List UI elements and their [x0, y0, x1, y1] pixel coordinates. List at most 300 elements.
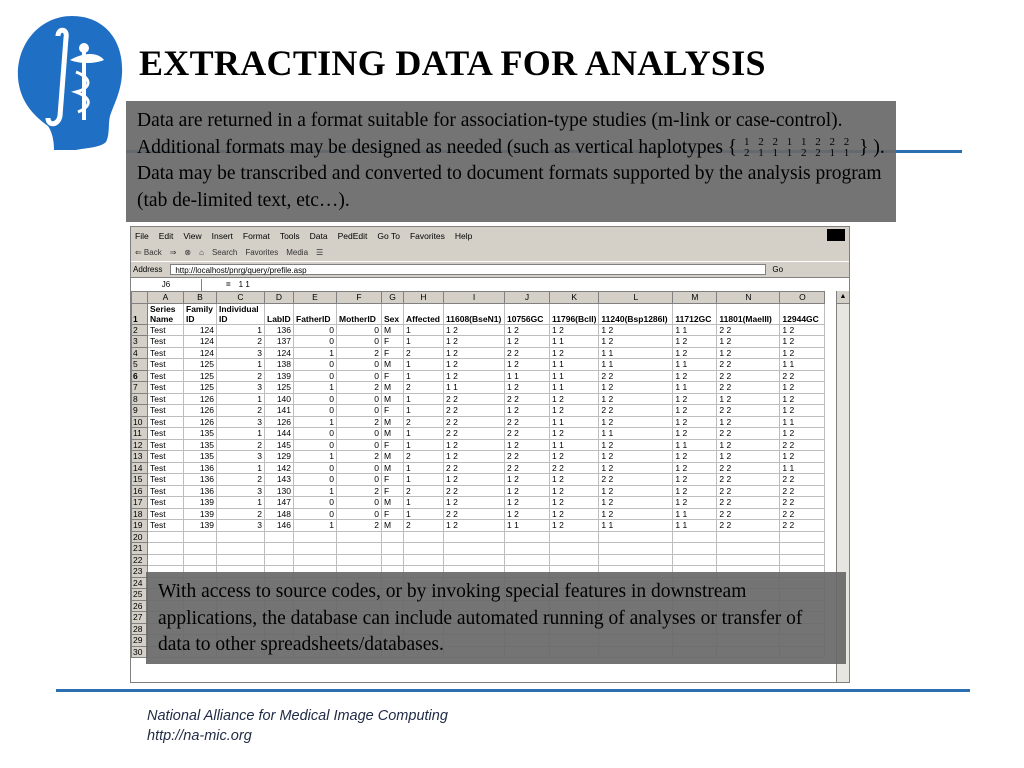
cell[interactable]: 1 2	[599, 508, 673, 520]
cell[interactable]: Test	[148, 462, 184, 474]
cell[interactable]: 1 2	[599, 485, 673, 497]
cell[interactable]	[444, 531, 505, 543]
column-header[interactable]: J	[505, 292, 550, 304]
cell[interactable]: 1 1	[599, 428, 673, 440]
cell[interactable]: 1 2	[550, 508, 599, 520]
row-header[interactable]: 24	[132, 577, 148, 589]
cell[interactable]: M	[382, 428, 404, 440]
cell[interactable]: 2 2	[717, 508, 780, 520]
row-header[interactable]: 2	[132, 324, 148, 336]
cell[interactable]: 1 2	[599, 451, 673, 463]
cell[interactable]: 1 2	[673, 485, 717, 497]
cell[interactable]	[673, 531, 717, 543]
column-header[interactable]: C	[217, 292, 265, 304]
cell[interactable]: 2	[217, 370, 265, 382]
cell[interactable]: 125	[184, 370, 217, 382]
cell[interactable]: Affected	[404, 303, 444, 324]
cell[interactable]: M	[382, 462, 404, 474]
column-header[interactable]: O	[780, 292, 825, 304]
cell[interactable]: 3	[217, 347, 265, 359]
cell[interactable]	[217, 543, 265, 555]
cell[interactable]: 1 1	[550, 439, 599, 451]
cell[interactable]: 135	[184, 451, 217, 463]
cell[interactable]: 139	[184, 497, 217, 509]
cell[interactable]: 1 2	[780, 324, 825, 336]
cell[interactable]	[550, 543, 599, 555]
cell[interactable]: 1 1	[599, 359, 673, 371]
cell[interactable]: 1 2	[550, 497, 599, 509]
row-header[interactable]: 18	[132, 508, 148, 520]
cell[interactable]	[404, 531, 444, 543]
address-input[interactable]: http://localhost/pnrg/query/prefile.asp	[170, 264, 766, 275]
cell[interactable]	[780, 531, 825, 543]
cell[interactable]	[673, 554, 717, 566]
cell[interactable]: Test	[148, 428, 184, 440]
cell[interactable]: 1	[217, 428, 265, 440]
cell[interactable]: 1 2	[505, 474, 550, 486]
cell[interactable]: 1 2	[673, 347, 717, 359]
column-header[interactable]: A	[148, 292, 184, 304]
cell[interactable]: Test	[148, 347, 184, 359]
cell[interactable]: 1 2	[550, 485, 599, 497]
cell[interactable]: 1 1	[550, 416, 599, 428]
row-header[interactable]: 22	[132, 554, 148, 566]
cell[interactable]: 2 2	[505, 428, 550, 440]
column-header[interactable]: B	[184, 292, 217, 304]
row-header[interactable]: 17	[132, 497, 148, 509]
cell[interactable]: 1 1	[673, 439, 717, 451]
cell[interactable]: 2 2	[505, 416, 550, 428]
cell[interactable]: 2 2	[780, 485, 825, 497]
cell[interactable]: 1 2	[505, 324, 550, 336]
menu-item[interactable]: Go To	[377, 230, 400, 241]
cell[interactable]: 1 2	[673, 393, 717, 405]
cell[interactable]: 2 2	[444, 428, 505, 440]
cell[interactable]	[505, 531, 550, 543]
cell[interactable]: 1 2	[444, 347, 505, 359]
row-header[interactable]: 12	[132, 439, 148, 451]
cell[interactable]: 2 2	[505, 451, 550, 463]
cell[interactable]	[717, 554, 780, 566]
cell[interactable]: 0	[294, 439, 337, 451]
row-header[interactable]: 21	[132, 543, 148, 555]
cell[interactable]: 0	[294, 336, 337, 348]
cell[interactable]: 1	[294, 451, 337, 463]
cell[interactable]: F	[382, 370, 404, 382]
cell[interactable]: MotherID	[337, 303, 382, 324]
cell[interactable]: 1 2	[599, 497, 673, 509]
cell[interactable]: 1 2	[505, 508, 550, 520]
cell[interactable]: F	[382, 347, 404, 359]
cell[interactable]: 1 2	[505, 485, 550, 497]
menu-item[interactable]: View	[183, 230, 202, 241]
cell[interactable]	[294, 554, 337, 566]
column-header[interactable]: K	[550, 292, 599, 304]
cell[interactable]: 2	[337, 520, 382, 532]
cell[interactable]: 1 2	[550, 451, 599, 463]
toolbar-button[interactable]: ☰	[316, 248, 324, 257]
cell[interactable]: 124	[184, 336, 217, 348]
cell[interactable]	[148, 531, 184, 543]
cell[interactable]	[673, 543, 717, 555]
cell[interactable]: 1 1	[673, 508, 717, 520]
cell[interactable]: 126	[184, 416, 217, 428]
cell[interactable]	[717, 543, 780, 555]
cell[interactable]: M	[382, 359, 404, 371]
go-button[interactable]: Go	[772, 265, 784, 274]
cell[interactable]: 11608(BseN1)	[444, 303, 505, 324]
cell[interactable]: F	[382, 474, 404, 486]
cell[interactable]: 0	[294, 370, 337, 382]
cell[interactable]: 1 2	[717, 347, 780, 359]
cell[interactable]: 1	[404, 497, 444, 509]
cell[interactable]: 129	[265, 451, 294, 463]
cell[interactable]: 2	[217, 336, 265, 348]
cell[interactable]	[780, 543, 825, 555]
cell[interactable]: Test	[148, 336, 184, 348]
cell[interactable]: 2 2	[599, 474, 673, 486]
cell[interactable]: 1	[404, 405, 444, 417]
cell[interactable]: 1 2	[550, 474, 599, 486]
cell[interactable]: 1 2	[673, 416, 717, 428]
cell[interactable]: 1 1	[780, 462, 825, 474]
row-header[interactable]: 29	[132, 635, 148, 647]
cell[interactable]: 12944GC	[780, 303, 825, 324]
cell[interactable]: 1 2	[599, 336, 673, 348]
cell[interactable]: F	[382, 508, 404, 520]
cell[interactable]: Test	[148, 474, 184, 486]
cell[interactable]: 1 1	[505, 520, 550, 532]
cell[interactable]: 1 2	[550, 520, 599, 532]
row-header[interactable]: 9	[132, 405, 148, 417]
cell[interactable]	[217, 531, 265, 543]
row-header[interactable]: 27	[132, 612, 148, 624]
cell[interactable]: 2 2	[717, 485, 780, 497]
cell[interactable]: 136	[184, 474, 217, 486]
cell[interactable]: 125	[265, 382, 294, 394]
menu-item[interactable]: File	[135, 230, 149, 241]
cell[interactable]	[599, 543, 673, 555]
name-box[interactable]: J6	[131, 279, 202, 291]
cell[interactable]	[148, 554, 184, 566]
cell[interactable]: 10756GC	[505, 303, 550, 324]
cell[interactable]: 1 2	[673, 405, 717, 417]
row-header[interactable]: 19	[132, 520, 148, 532]
cell[interactable]: 2	[404, 485, 444, 497]
cell[interactable]	[382, 554, 404, 566]
cell[interactable]: 1 2	[444, 474, 505, 486]
cell[interactable]: 1 2	[444, 497, 505, 509]
cell[interactable]: 146	[265, 520, 294, 532]
cell[interactable]: 1 2	[717, 393, 780, 405]
cell[interactable]: 1 2	[599, 382, 673, 394]
cell[interactable]: 2 2	[505, 393, 550, 405]
menu-item[interactable]: Data	[309, 230, 328, 241]
cell[interactable]: 0	[337, 324, 382, 336]
menu-item[interactable]: PedEdit	[337, 230, 368, 241]
cell[interactable]: 1	[404, 370, 444, 382]
cell[interactable]: 1 2	[673, 474, 717, 486]
cell[interactable]: 2 2	[780, 520, 825, 532]
cell[interactable]: Family ID	[184, 303, 217, 324]
cell[interactable]: 135	[184, 428, 217, 440]
cell[interactable]: Test	[148, 416, 184, 428]
cell[interactable]: 0	[294, 359, 337, 371]
cell[interactable]	[217, 554, 265, 566]
cell[interactable]: Test	[148, 451, 184, 463]
cell[interactable]: 125	[184, 359, 217, 371]
cell[interactable]: 1 2	[599, 462, 673, 474]
column-header[interactable]: M	[673, 292, 717, 304]
row-header[interactable]: 4	[132, 347, 148, 359]
cell[interactable]: 1 1	[673, 324, 717, 336]
cell[interactable]: 1 2	[599, 393, 673, 405]
cell[interactable]: Sex	[382, 303, 404, 324]
cell[interactable]: 1 2	[780, 428, 825, 440]
cell[interactable]: 2 2	[780, 508, 825, 520]
cell[interactable]	[717, 531, 780, 543]
cell[interactable]: 2 2	[599, 405, 673, 417]
cell[interactable]: 0	[337, 428, 382, 440]
cell[interactable]: Test	[148, 508, 184, 520]
menu-item[interactable]: Favorites	[409, 230, 445, 241]
cell[interactable]: Series Name	[148, 303, 184, 324]
row-header[interactable]: 7	[132, 382, 148, 394]
column-header[interactable]: L	[599, 292, 673, 304]
toolbar-button[interactable]: Favorites	[245, 248, 279, 257]
cell[interactable]: 1 2	[717, 416, 780, 428]
cell[interactable]: 1 2	[780, 405, 825, 417]
cell[interactable]: 0	[337, 393, 382, 405]
cell[interactable]: Test	[148, 439, 184, 451]
cell[interactable]: 2 2	[505, 347, 550, 359]
cell[interactable]: Test	[148, 393, 184, 405]
cell[interactable]: 2 2	[717, 474, 780, 486]
cell[interactable]: 1 1	[780, 359, 825, 371]
cell[interactable]: F	[382, 485, 404, 497]
cell[interactable]: FatherID	[294, 303, 337, 324]
cell[interactable]: 139	[265, 370, 294, 382]
cell[interactable]: 1 2	[505, 439, 550, 451]
cell[interactable]: 0	[294, 324, 337, 336]
cell[interactable]: 2 2	[444, 393, 505, 405]
cell[interactable]: 0	[337, 508, 382, 520]
cell[interactable]: 124	[265, 347, 294, 359]
cell[interactable]: 2	[337, 416, 382, 428]
cell[interactable]: 1	[217, 324, 265, 336]
cell[interactable]: 125	[184, 382, 217, 394]
cell[interactable]	[265, 531, 294, 543]
cell[interactable]: 1 2	[673, 462, 717, 474]
cell[interactable]: Test	[148, 370, 184, 382]
cell[interactable]: Test	[148, 520, 184, 532]
cell[interactable]: 0	[337, 359, 382, 371]
toolbar-button[interactable]: ⇐ Back	[135, 248, 162, 257]
row-header[interactable]: 26	[132, 600, 148, 612]
cell[interactable]: 1 2	[444, 336, 505, 348]
cell[interactable]: 1 1	[505, 370, 550, 382]
cell[interactable]: 1 2	[599, 439, 673, 451]
menu-item[interactable]: Format	[242, 230, 270, 241]
row-header[interactable]: 30	[132, 646, 148, 658]
cell[interactable]: 1 2	[673, 336, 717, 348]
cell[interactable]: 1	[404, 324, 444, 336]
cell[interactable]: 1	[404, 336, 444, 348]
cell[interactable]: 1 2	[444, 520, 505, 532]
cell[interactable]: 1 2	[717, 336, 780, 348]
cell[interactable]: 2	[404, 520, 444, 532]
cell[interactable]: 11796(BclI)	[550, 303, 599, 324]
cell[interactable]: 126	[184, 393, 217, 405]
cell[interactable]: 2 2	[717, 462, 780, 474]
cell[interactable]: 11801(MaeIII)	[717, 303, 780, 324]
cell[interactable]: 0	[337, 439, 382, 451]
cell[interactable]: 2 2	[550, 462, 599, 474]
cell[interactable]: 0	[337, 462, 382, 474]
cell[interactable]: 1 2	[599, 324, 673, 336]
cell[interactable]: 147	[265, 497, 294, 509]
cell[interactable]	[337, 543, 382, 555]
cell[interactable]: 141	[265, 405, 294, 417]
menu-item[interactable]: Help	[454, 230, 473, 241]
cell[interactable]: 1	[404, 359, 444, 371]
cell[interactable]: 145	[265, 439, 294, 451]
cell[interactable]: 1 2	[780, 382, 825, 394]
cell[interactable]	[444, 554, 505, 566]
cell[interactable]: 1 1	[550, 382, 599, 394]
column-header[interactable]: N	[717, 292, 780, 304]
cell[interactable]: 1 1	[550, 359, 599, 371]
row-header[interactable]: 20	[132, 531, 148, 543]
cell[interactable]	[780, 554, 825, 566]
cell[interactable]: 2	[337, 451, 382, 463]
cell[interactable]: 140	[265, 393, 294, 405]
cell[interactable]	[265, 543, 294, 555]
cell[interactable]	[382, 531, 404, 543]
cell[interactable]: 136	[184, 485, 217, 497]
cell[interactable]: 1 2	[673, 428, 717, 440]
cell[interactable]: 1 2	[550, 324, 599, 336]
cell[interactable]: 0	[294, 393, 337, 405]
menu-item[interactable]: Insert	[211, 230, 233, 241]
cell[interactable]: 1 2	[444, 451, 505, 463]
cell[interactable]: 1 1	[550, 336, 599, 348]
cell[interactable]: 0	[337, 370, 382, 382]
cell[interactable]: 2	[337, 347, 382, 359]
cell[interactable]: 142	[265, 462, 294, 474]
cell[interactable]	[505, 543, 550, 555]
cell[interactable]: 1 2	[505, 405, 550, 417]
cell[interactable]: 136	[265, 324, 294, 336]
cell[interactable]: Test	[148, 497, 184, 509]
cell[interactable]: 1 2	[717, 439, 780, 451]
cell[interactable]: 126	[265, 416, 294, 428]
cell[interactable]: 1 1	[780, 416, 825, 428]
cell[interactable]: M	[382, 451, 404, 463]
cell[interactable]: 1 2	[780, 347, 825, 359]
toolbar-button[interactable]: ⌂	[199, 248, 204, 257]
cell[interactable]: F	[382, 336, 404, 348]
cell[interactable]: 11240(Bsp1286I)	[599, 303, 673, 324]
cell[interactable]: 137	[265, 336, 294, 348]
row-header[interactable]: 5	[132, 359, 148, 371]
cell[interactable]: F	[382, 439, 404, 451]
cell[interactable]: 2 2	[717, 428, 780, 440]
cell[interactable]: 1	[217, 497, 265, 509]
cell[interactable]: 2	[404, 451, 444, 463]
cell[interactable]: 1	[217, 393, 265, 405]
cell[interactable]	[184, 543, 217, 555]
cell[interactable]: 1	[294, 485, 337, 497]
cell[interactable]: 144	[265, 428, 294, 440]
cell[interactable]: 1	[294, 382, 337, 394]
column-header[interactable]: I	[444, 292, 505, 304]
cell[interactable]: M	[382, 382, 404, 394]
row-header[interactable]: 28	[132, 623, 148, 635]
row-header[interactable]: 14	[132, 462, 148, 474]
cell[interactable]: M	[382, 324, 404, 336]
cell[interactable]: 2 2	[717, 497, 780, 509]
cell[interactable]: Individual ID	[217, 303, 265, 324]
cell[interactable]: 2 2	[717, 382, 780, 394]
cell[interactable]: 1 2	[444, 324, 505, 336]
cell[interactable]: 2	[217, 474, 265, 486]
cell[interactable]: 1 2	[505, 336, 550, 348]
cell[interactable]: 143	[265, 474, 294, 486]
cell[interactable]: Test	[148, 405, 184, 417]
row-header[interactable]: 1	[132, 303, 148, 324]
cell[interactable]: 1	[404, 428, 444, 440]
cell[interactable]: 0	[294, 462, 337, 474]
cell[interactable]: 3	[217, 416, 265, 428]
column-header[interactable]: D	[265, 292, 294, 304]
cell[interactable]: 2 2	[780, 439, 825, 451]
cell[interactable]: 3	[217, 382, 265, 394]
cell[interactable]	[265, 554, 294, 566]
cell[interactable]	[184, 554, 217, 566]
cell[interactable]: 135	[184, 439, 217, 451]
cell[interactable]: 1 1	[673, 382, 717, 394]
cell[interactable]: 1	[294, 520, 337, 532]
column-header[interactable]: E	[294, 292, 337, 304]
cell[interactable]: 2	[404, 382, 444, 394]
cell[interactable]: 148	[265, 508, 294, 520]
cell[interactable]: 3	[217, 451, 265, 463]
cell[interactable]: 1 2	[550, 428, 599, 440]
cell[interactable]: M	[382, 520, 404, 532]
cell[interactable]: 2	[337, 382, 382, 394]
cell[interactable]: 1 2	[550, 347, 599, 359]
cell[interactable]: 0	[337, 405, 382, 417]
cell[interactable]: Test	[148, 324, 184, 336]
row-header[interactable]: 13	[132, 451, 148, 463]
cell[interactable]: 2	[337, 485, 382, 497]
row-header[interactable]: 10	[132, 416, 148, 428]
row-header[interactable]: 15	[132, 474, 148, 486]
cell[interactable]: 1	[404, 393, 444, 405]
menu-item[interactable]: Edit	[158, 230, 174, 241]
toolbar-button[interactable]: Search	[211, 248, 238, 257]
cell[interactable]: 1 1	[673, 359, 717, 371]
cell[interactable]	[505, 554, 550, 566]
cell[interactable]: 0	[337, 497, 382, 509]
cell[interactable]: 1 2	[505, 382, 550, 394]
cell[interactable]: 2	[404, 347, 444, 359]
row-header[interactable]: 3	[132, 336, 148, 348]
cell[interactable]: 1	[294, 347, 337, 359]
cell[interactable]: 1 2	[673, 497, 717, 509]
cell[interactable]: 1 2	[505, 359, 550, 371]
